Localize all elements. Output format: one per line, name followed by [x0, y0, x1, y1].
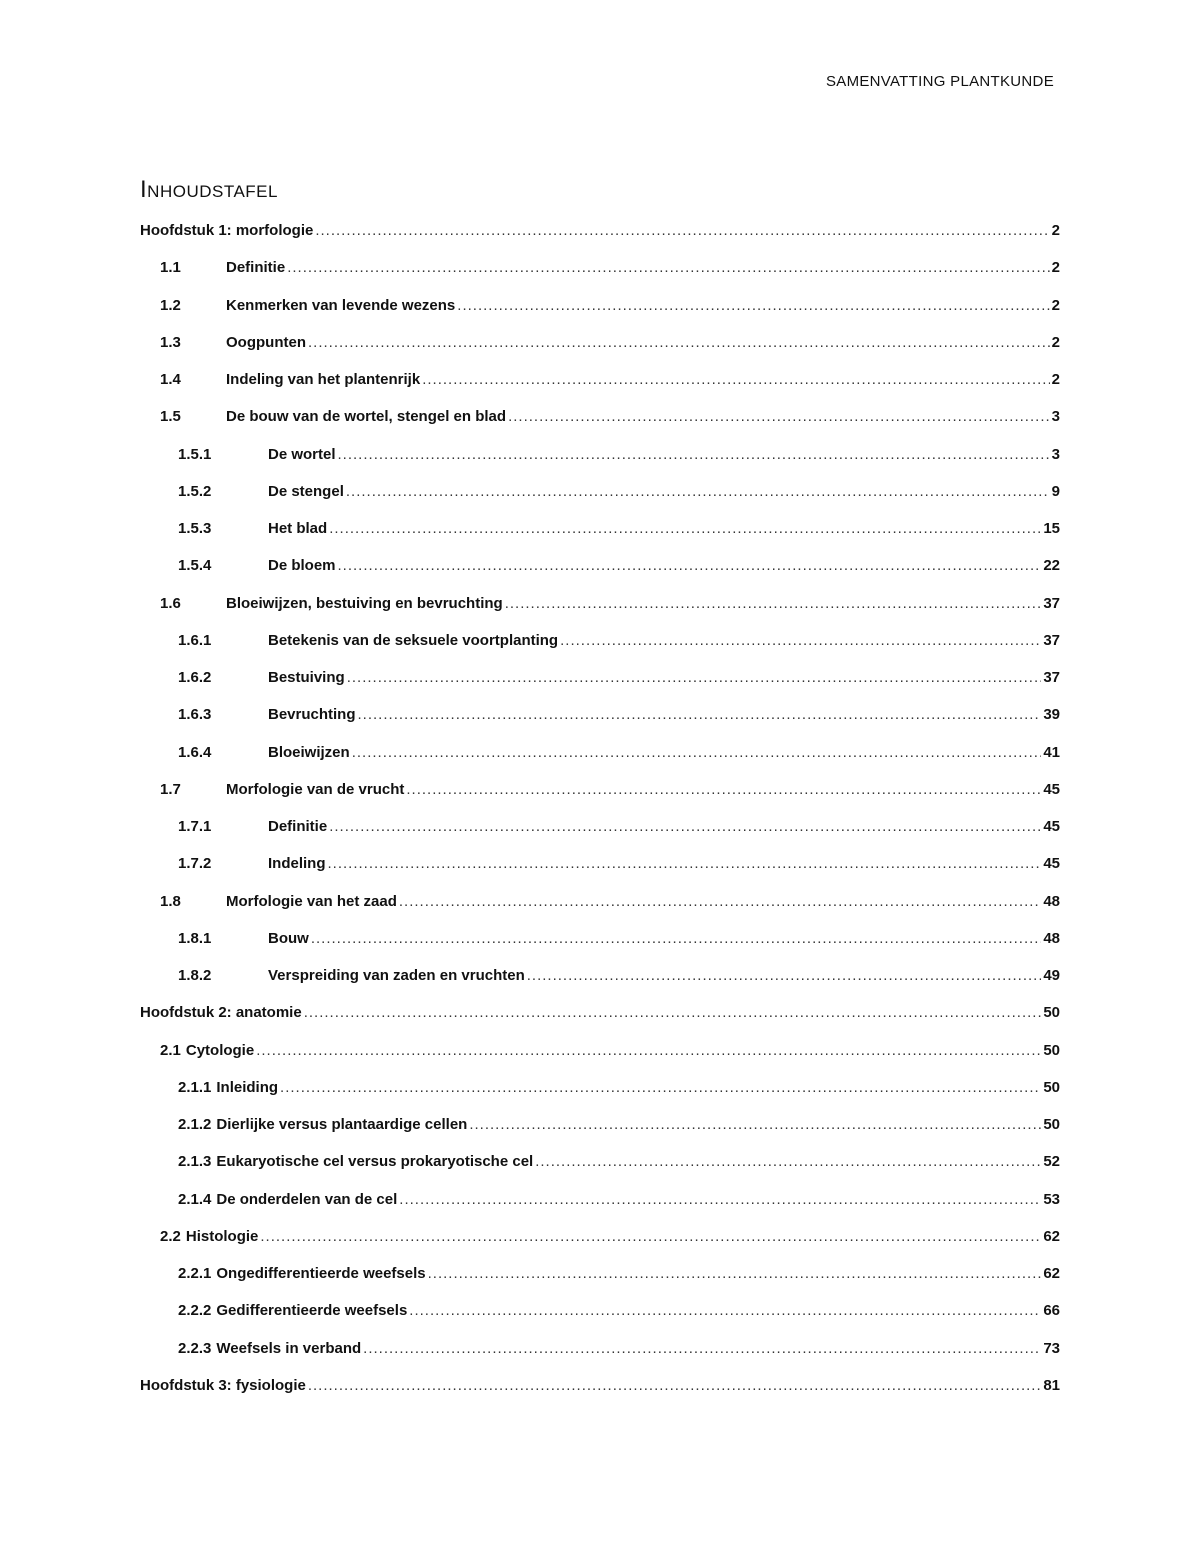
dot-leader: [256, 1032, 1041, 1069]
dot-leader: [406, 771, 1041, 808]
toc-entry-number: 2.1.3: [178, 1153, 212, 1171]
toc-entry-label: Indeling: [268, 855, 326, 873]
toc-entry-label: Bloeiwijzen, bestuiving en bevruchting: [226, 594, 503, 612]
dot-leader: [508, 398, 1050, 435]
toc-entry-page-number: 52: [1043, 1153, 1060, 1171]
dot-leader: [338, 436, 1050, 473]
dot-leader: [280, 1069, 1041, 1106]
toc-entry-page-number: 53: [1043, 1190, 1060, 1208]
dot-leader: [409, 1292, 1041, 1329]
table-of-contents: [140, 212, 1060, 1404]
toc-entry[interactable]: [140, 920, 1060, 957]
toc-entry-label: Hoofdstuk 1: morfologie: [140, 222, 314, 239]
running-header: SAMENVATTING PLANTKUNDE: [825, 73, 1054, 90]
toc-entry-page-number: 62: [1043, 1265, 1060, 1282]
toc-entry-label: Cytologie: [185, 1041, 255, 1059]
toc-title: Inhoudstafel: [140, 176, 278, 203]
toc-entry-number: 1.6.2: [178, 669, 212, 686]
toc-entry-number: 1.8.2: [178, 967, 212, 984]
toc-entry-number: 2.1.4: [178, 1190, 212, 1208]
toc-entry-page-number: 81: [1043, 1376, 1060, 1394]
toc-entry[interactable]: [140, 734, 1060, 771]
toc-entry-label: Definitie: [226, 259, 286, 277]
toc-entry-label: Gedifferentieerde weefsels: [216, 1302, 408, 1320]
toc-entry-label: Bouw: [268, 929, 309, 947]
toc-entry-number: 1.5.2: [178, 482, 212, 500]
toc-entry[interactable]: [140, 1032, 1060, 1069]
toc-entry-page-number: 45: [1043, 780, 1060, 798]
toc-entry[interactable]: [140, 1330, 1060, 1367]
toc-entry[interactable]: [140, 249, 1060, 286]
toc-entry[interactable]: [140, 510, 1060, 547]
toc-entry-number: 1.7.1: [178, 818, 212, 835]
dot-leader: [428, 1255, 1042, 1292]
toc-entry-page-number: 37: [1043, 631, 1060, 649]
toc-entry-label: Dierlijke versus plantaardige cellen: [216, 1116, 468, 1133]
toc-entry-page-number: 50: [1043, 1004, 1060, 1022]
dot-leader: [358, 696, 1042, 733]
toc-entry-number: 2.2.2: [178, 1302, 212, 1320]
dot-leader: [457, 287, 1049, 324]
toc-entry-page-number: 41: [1043, 743, 1060, 761]
toc-entry-number: 1.5.3: [178, 520, 212, 537]
dot-leader: [329, 808, 1041, 845]
toc-entry-label: De wortel: [268, 445, 336, 463]
toc-entry-label: Indeling van het plantenrijk: [226, 371, 421, 388]
toc-entry-page-number: 48: [1043, 892, 1060, 910]
toc-entry-label: Verspreiding van zaden en vruchten: [268, 967, 525, 984]
toc-entry[interactable]: [140, 1143, 1060, 1180]
toc-entry[interactable]: [140, 547, 1060, 584]
dot-leader: [363, 1330, 1041, 1367]
dot-leader: [315, 212, 1049, 249]
toc-entry-page-number: 39: [1043, 706, 1060, 724]
toc-entry[interactable]: [140, 324, 1060, 361]
toc-entry-number: 1.8.1: [178, 929, 212, 947]
toc-entry-label: Het blad: [268, 520, 328, 537]
toc-entry-page-number: 3: [1051, 445, 1060, 463]
dot-leader: [422, 361, 1049, 398]
toc-entry[interactable]: [140, 883, 1060, 920]
toc-entry-number: 1.6.3: [178, 706, 212, 724]
toc-entry[interactable]: [140, 1255, 1060, 1292]
toc-entry[interactable]: [140, 212, 1060, 249]
toc-entry-page-number: 73: [1043, 1339, 1060, 1357]
toc-entry-page-number: 22: [1043, 557, 1060, 575]
toc-entry[interactable]: [140, 398, 1060, 435]
dot-leader: [287, 249, 1049, 286]
toc-entry-label: Weefsels in verband: [216, 1339, 362, 1357]
toc-entry-number: 1.8: [160, 892, 181, 910]
toc-entry-page-number: 48: [1043, 929, 1060, 947]
toc-entry-label: Definitie: [268, 818, 328, 835]
toc-entry[interactable]: [140, 1292, 1060, 1329]
toc-entry-page-number: 9: [1051, 482, 1060, 500]
toc-entry-label: De stengel: [268, 482, 344, 500]
toc-entry-page-number: 2: [1051, 296, 1060, 314]
toc-entry-label: De bouw van de wortel, stengel en blad: [226, 408, 507, 426]
toc-entry[interactable]: [140, 287, 1060, 324]
toc-entry[interactable]: [140, 473, 1060, 510]
dot-leader: [560, 622, 1041, 659]
toc-entry-page-number: 37: [1043, 594, 1060, 612]
toc-entry-number: 2.1.1: [178, 1078, 212, 1096]
toc-entry-label: Hoofdstuk 2: anatomie: [140, 1004, 302, 1022]
toc-entry-number: 2.1: [160, 1041, 181, 1059]
toc-entry-number: 1.4: [160, 371, 181, 388]
toc-entry-number: 1.6.4: [178, 743, 212, 761]
toc-entry-label: De bloem: [268, 557, 336, 575]
toc-entry[interactable]: [140, 771, 1060, 808]
toc-entry-page-number: 66: [1043, 1302, 1060, 1320]
toc-entry-label: Eukaryotische cel versus prokaryotische cel: [216, 1153, 534, 1171]
toc-entry-number: 1.2: [160, 296, 181, 314]
dot-leader: [399, 1181, 1041, 1218]
toc-entry[interactable]: [140, 659, 1060, 696]
toc-entry-page-number: 45: [1043, 818, 1060, 835]
toc-entry-label: Histologie: [185, 1227, 259, 1245]
toc-entry-page-number: 50: [1043, 1078, 1060, 1096]
toc-entry-label: Ongedifferentieerde weefsels: [216, 1265, 426, 1282]
dot-leader: [346, 473, 1050, 510]
toc-entry-label: Morfologie van het zaad: [226, 892, 397, 910]
toc-entry[interactable]: [140, 808, 1060, 845]
toc-entry-number: 1.6: [160, 594, 181, 612]
toc-entry-page-number: 49: [1043, 967, 1060, 984]
toc-entry-page-number: 37: [1043, 669, 1060, 686]
dot-leader: [469, 1106, 1041, 1143]
toc-entry-number: 2.2.3: [178, 1339, 212, 1357]
toc-entry[interactable]: [140, 1106, 1060, 1143]
toc-entry[interactable]: [140, 994, 1060, 1031]
toc-entry[interactable]: [140, 1367, 1060, 1404]
toc-entry-label: De onderdelen van de cel: [216, 1190, 398, 1208]
toc-entry[interactable]: [140, 1181, 1060, 1218]
toc-entry-label: Hoofdstuk 3: fysiologie: [140, 1376, 306, 1394]
toc-entry-number: 1.5.4: [178, 557, 212, 575]
dot-leader: [505, 585, 1042, 622]
dot-leader: [527, 957, 1042, 994]
toc-entry-label: Betekenis van de seksuele voortplanting: [268, 631, 559, 649]
toc-entry[interactable]: [140, 696, 1060, 733]
toc-entry[interactable]: [140, 436, 1060, 473]
dot-leader: [308, 1367, 1041, 1404]
toc-entry-label: Kenmerken van levende wezens: [226, 296, 456, 314]
toc-entry[interactable]: [140, 1069, 1060, 1106]
dot-leader: [329, 510, 1041, 547]
toc-entry-label: Oogpunten: [226, 333, 306, 351]
toc-entry-number: 1.7.2: [178, 855, 212, 873]
toc-entry-page-number: 50: [1043, 1041, 1060, 1059]
toc-entry-label: Morfologie van de vrucht: [226, 780, 405, 798]
dot-leader: [308, 324, 1050, 361]
toc-entry-number: 1.5: [160, 408, 181, 426]
dot-leader: [260, 1218, 1041, 1255]
toc-entry-label: Bloeiwijzen: [268, 743, 350, 761]
toc-entry-label: Inleiding: [216, 1078, 279, 1096]
toc-entry[interactable]: [140, 957, 1060, 994]
toc-entry-page-number: 45: [1043, 855, 1060, 873]
dot-leader: [338, 547, 1042, 584]
toc-entry-number: 2.2.1: [178, 1265, 212, 1282]
dot-leader: [535, 1143, 1041, 1180]
toc-entry-page-number: 15: [1043, 520, 1060, 537]
toc-entry-number: 1.7: [160, 780, 181, 798]
dot-leader: [399, 883, 1041, 920]
toc-entry-number: 2.2: [160, 1227, 181, 1245]
toc-entry[interactable]: [140, 361, 1060, 398]
toc-entry-number: 1.6.1: [178, 631, 212, 649]
dot-leader: [328, 845, 1042, 882]
toc-entry[interactable]: [140, 845, 1060, 882]
toc-entry-page-number: 2: [1051, 259, 1060, 277]
dot-leader: [311, 920, 1041, 957]
toc-entry-number: 1.5.1: [178, 445, 212, 463]
toc-entry-page-number: 50: [1043, 1116, 1060, 1133]
dot-leader: [347, 659, 1042, 696]
dot-leader: [352, 734, 1042, 771]
dot-leader: [304, 994, 1042, 1031]
toc-entry-page-number: 62: [1043, 1227, 1060, 1245]
toc-entry-number: 1.3: [160, 333, 181, 351]
toc-entry-number: 1.1: [160, 259, 181, 277]
toc-entry-label: Bestuiving: [268, 669, 345, 686]
toc-entry-page-number: 2: [1051, 333, 1060, 351]
toc-entry[interactable]: [140, 1218, 1060, 1255]
toc-entry-number: 2.1.2: [178, 1116, 212, 1133]
toc-entry-page-number: 3: [1051, 408, 1060, 426]
toc-entry-page-number: 2: [1051, 371, 1060, 388]
toc-entry-page-number: 2: [1051, 222, 1060, 239]
toc-entry[interactable]: [140, 622, 1060, 659]
toc-entry[interactable]: [140, 585, 1060, 622]
toc-entry-label: Bevruchting: [268, 706, 356, 724]
